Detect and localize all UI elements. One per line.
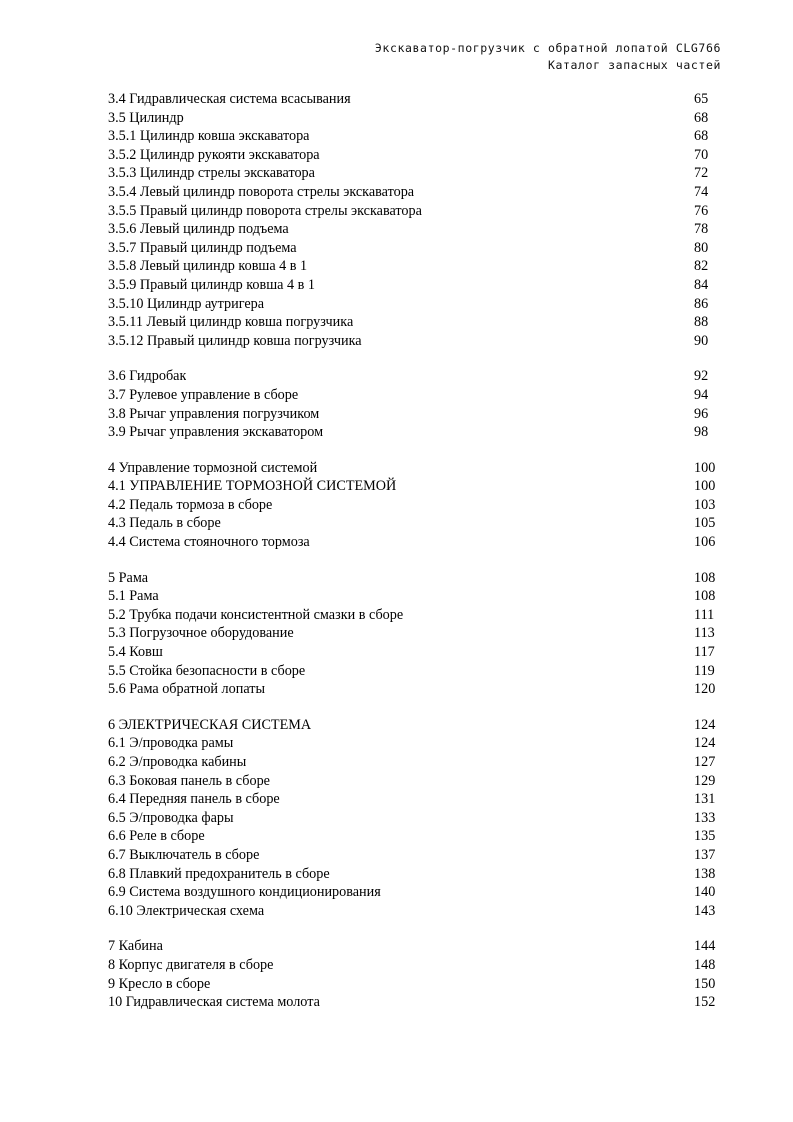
toc-entry-page-number: 113: [694, 625, 715, 642]
toc-entry[interactable]: [108, 865, 728, 884]
toc-entry-page-number: 140: [694, 884, 716, 901]
toc-entry-page-number: 127: [694, 754, 716, 770]
toc-entry-title: 5.2 Трубка подачи консистентной смазки в сборе: [108, 606, 404, 623]
toc-entry-page-number: 92: [694, 368, 709, 385]
toc-entry-title: 5.5 Стойка безопасности в сборе: [108, 662, 306, 679]
toc-entry[interactable]: [108, 883, 728, 902]
toc-entry-page-number: 143: [694, 902, 716, 919]
toc-entry-title: 4.2 Педаль тормоза в сборе: [108, 496, 273, 513]
toc-group: [108, 459, 728, 552]
toc-entry[interactable]: [108, 772, 728, 791]
toc-entry-page-number: 120: [694, 681, 716, 698]
header-line-1: Экскаватор-погрузчик с обратной лопатой CLG766: [374, 41, 721, 55]
toc-entry[interactable]: [108, 496, 728, 515]
toc-entry-title: 4 Управление тормозной системой: [108, 459, 318, 476]
toc-entry[interactable]: [108, 827, 728, 846]
toc-entry-title: 3.5.5 Правый цилиндр поворота стрелы экскаватора: [108, 202, 422, 219]
toc-group: [108, 90, 728, 350]
toc-entry[interactable]: [108, 257, 728, 276]
toc-entry[interactable]: [108, 956, 728, 975]
toc-entry[interactable]: [108, 109, 728, 128]
toc-entry-page-number: 124: [694, 716, 716, 733]
toc-entry[interactable]: [108, 405, 728, 424]
toc-entry-title: 4.3 Педаль в сборе: [108, 515, 221, 532]
toc-entry[interactable]: [108, 164, 728, 183]
toc-entry[interactable]: [108, 295, 728, 314]
toc-entry-page-number: 82: [694, 258, 709, 275]
toc-entry[interactable]: [108, 220, 728, 239]
toc-entry-title: 6.8 Плавкий предохранитель в сборе: [108, 865, 330, 882]
toc-entry[interactable]: [108, 846, 728, 865]
toc-entry-page-number: 80: [694, 239, 709, 256]
toc-entry[interactable]: [108, 367, 728, 386]
toc-entry[interactable]: [108, 993, 728, 1012]
toc-entry-title: 7 Кабина: [108, 938, 163, 955]
toc-entry-page-number: 131: [694, 791, 716, 808]
toc-entry-title: 3.5.11 Левый цилиндр ковша погрузчика: [108, 314, 354, 331]
toc-entry-page-number: 78: [694, 221, 709, 238]
toc-entry-title: 6.9 Система воздушного кондиционирования: [108, 884, 381, 901]
toc-entry-page-number: 150: [694, 975, 716, 992]
toc-entry-title: 3.5.3 Цилиндр стрелы экскаватора: [108, 165, 315, 182]
toc-entry-title: 3.5.9 Правый цилиндр ковша 4 в 1: [108, 276, 315, 293]
toc-entry-page-number: 119: [694, 662, 715, 679]
toc-entry[interactable]: [108, 587, 728, 606]
toc-entry[interactable]: [108, 975, 728, 994]
toc-entry-title: 4.1 УПРАВЛЕНИЕ ТОРМОЗНОЙ СИСТЕМОЙ: [108, 478, 397, 495]
toc-entry-page-number: 135: [694, 828, 716, 845]
toc-entry-title: 5 Рама: [108, 569, 149, 586]
toc-entry[interactable]: [108, 90, 728, 109]
toc-entry-title: 3.5.8 Левый цилиндр ковша 4 в 1: [108, 258, 308, 275]
toc-entry-title: 8 Корпус двигателя в сборе: [108, 956, 274, 973]
toc-entry-title: 3.5 Цилиндр: [108, 109, 184, 126]
toc-entry-title: 3.5.6 Левый цилиндр подъема: [108, 221, 289, 238]
toc-entry-title: 6.5 Э/проводка фары: [108, 809, 234, 826]
toc-entry-title: 9 Кресло в сборе: [108, 975, 211, 992]
toc-entry-title: 6.4 Передняя панель в сборе: [108, 791, 280, 808]
toc-entry-page-number: 68: [694, 109, 709, 126]
toc-entry-title: 4.4 Система стояночного тормоза: [108, 534, 310, 551]
toc-entry[interactable]: [108, 183, 728, 202]
toc-entry[interactable]: [108, 423, 728, 442]
toc-entry[interactable]: [108, 790, 728, 809]
toc-entry-title: 5.4 Ковш: [108, 644, 163, 661]
toc-entry-title: 6.1 Э/проводка рамы: [108, 735, 234, 752]
toc-entry-page-number: 70: [694, 146, 709, 163]
toc-entry-title: 5.3 Погрузочное оборудование: [108, 625, 294, 642]
toc-entry-title: 3.5.7 Правый цилиндр подъема: [108, 239, 297, 256]
toc-entry-title: 6.2 Э/проводка кабины: [108, 754, 247, 770]
page-header: [375, 40, 721, 74]
toc-entry-page-number: 129: [694, 772, 716, 789]
toc-entry-page-number: 117: [694, 644, 715, 661]
toc-entry[interactable]: [108, 753, 728, 772]
toc-entry-title: 3.5.2 Цилиндр рукояти экскаватора: [108, 146, 320, 163]
toc-entry-page-number: 72: [694, 165, 709, 182]
toc-entry-title: 6 ЭЛЕКТРИЧЕСКАЯ СИСТЕМА: [108, 716, 312, 733]
toc-entry-page-number: 144: [694, 938, 716, 955]
toc-entry-title: 5.6 Рама обратной лопаты: [108, 681, 265, 698]
toc-entry[interactable]: [108, 716, 728, 735]
toc-group: [108, 716, 728, 921]
toc-entry-page-number: 96: [694, 405, 709, 422]
toc-entry-title: 6.7 Выключатель в сборе: [108, 846, 260, 863]
toc-entry-title: 5.1 Рама: [108, 588, 159, 605]
toc-entry[interactable]: [108, 624, 728, 643]
toc-entry-page-number: 133: [694, 809, 716, 826]
toc-entry[interactable]: [108, 606, 728, 625]
toc-entry-title: 3.7 Рулевое управление в сборе: [108, 386, 299, 403]
toc-entry-page-number: 68: [694, 128, 709, 145]
table-of-contents: [108, 90, 728, 1012]
toc-entry[interactable]: [108, 902, 728, 921]
toc-entry[interactable]: [108, 809, 728, 828]
toc-entry[interactable]: [108, 239, 728, 258]
toc-entry-page-number: 103: [694, 496, 716, 513]
toc-entry[interactable]: [108, 459, 728, 478]
toc-entry[interactable]: [108, 146, 728, 165]
toc-entry-title: 3.9 Рычаг управления экскаватором: [108, 424, 324, 441]
toc-entry-page-number: 100: [694, 478, 716, 495]
toc-group: [108, 367, 728, 441]
toc-entry[interactable]: [108, 937, 728, 956]
toc-entry-page-number: 94: [694, 386, 709, 403]
toc-entry-page-number: 124: [694, 735, 716, 752]
toc-entry-title: 3.4 Гидравлическая система всасывания: [108, 91, 351, 107]
toc-entry-page-number: 100: [694, 459, 716, 476]
toc-entry[interactable]: [108, 680, 728, 699]
toc-entry[interactable]: [108, 276, 728, 295]
toc-entry-page-number: 106: [694, 534, 716, 551]
toc-entry[interactable]: [108, 533, 728, 552]
toc-entry-title: 3.5.4 Левый цилиндр поворота стрелы экскаватора: [108, 183, 415, 200]
toc-entry-title: 3.5.10 Цилиндр аутригера: [108, 295, 265, 312]
toc-entry-title: 10 Гидравлическая система молота: [108, 994, 320, 1011]
toc-entry-title: 6.6 Реле в сборе: [108, 828, 205, 845]
toc-entry[interactable]: [108, 662, 728, 681]
toc-entry-page-number: 88: [694, 314, 709, 331]
toc-entry-page-number: 84: [694, 276, 709, 293]
toc-entry-title: 3.5.1 Цилиндр ковша экскаватора: [108, 128, 310, 145]
toc-entry-page-number: 148: [694, 956, 716, 973]
toc-entry-page-number: 74: [694, 183, 709, 200]
toc-entry[interactable]: [108, 514, 728, 533]
toc-entry-page-number: 137: [694, 846, 716, 863]
toc-entry-page-number: 108: [694, 569, 716, 586]
toc-entry-page-number: 138: [694, 865, 716, 882]
toc-entry-title: 3.5.12 Правый цилиндр ковша погрузчика: [108, 332, 362, 349]
toc-entry-page-number: 76: [694, 202, 709, 219]
toc-entry-title: 3.6 Гидробак: [108, 368, 187, 385]
toc-entry-page-number: 108: [694, 588, 716, 605]
toc-entry[interactable]: [108, 313, 728, 332]
toc-entry[interactable]: [108, 569, 728, 588]
toc-entry-page-number: 105: [694, 515, 716, 532]
toc-entry[interactable]: [108, 386, 728, 405]
toc-entry[interactable]: [108, 643, 728, 662]
toc-entry[interactable]: [108, 734, 728, 753]
toc-entry-page-number: 86: [694, 295, 709, 312]
toc-entry-page-number: 90: [694, 332, 709, 349]
toc-entry-title: 3.8 Рычаг управления погрузчиком: [108, 405, 320, 422]
header-line-2: Каталог запасных частей: [547, 58, 721, 72]
toc-entry[interactable]: [108, 202, 728, 221]
toc-entry[interactable]: [108, 332, 728, 351]
toc-entry-page-number: 111: [694, 606, 715, 623]
toc-group: [108, 937, 728, 1011]
toc-group: [108, 569, 728, 699]
toc-entry-page-number: 65: [694, 91, 709, 107]
toc-entry[interactable]: [108, 127, 728, 146]
toc-entry-title: 6.3 Боковая панель в сборе: [108, 772, 270, 789]
toc-entry-page-number: 152: [694, 994, 716, 1011]
toc-entry-title: 6.10 Электрическая схема: [108, 902, 265, 919]
toc-entry[interactable]: [108, 477, 728, 496]
toc-entry-page-number: 98: [694, 424, 709, 441]
